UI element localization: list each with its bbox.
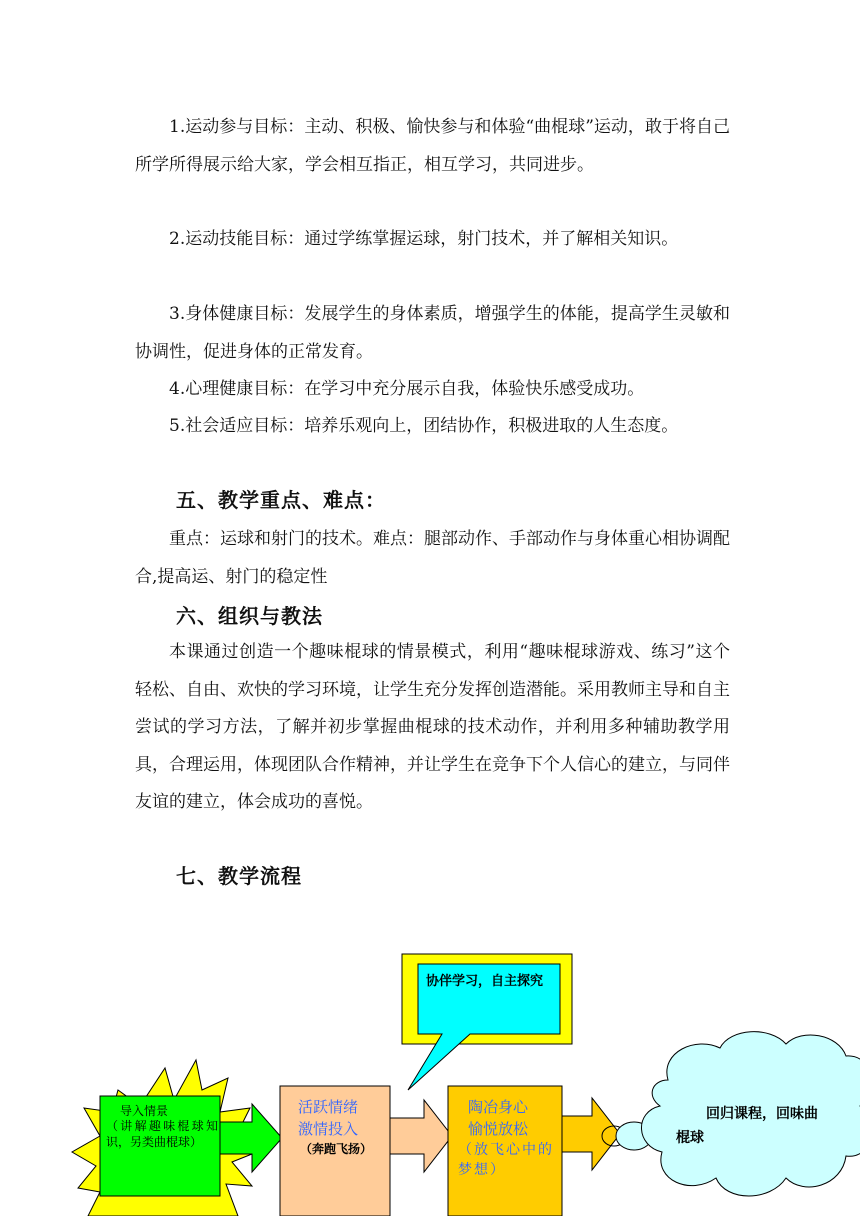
callout-text: 协伴学习，自主探究 bbox=[426, 974, 544, 989]
step3-line3: （放飞心中的梦想） bbox=[458, 1142, 554, 1178]
step3-line2: 愉悦放松 bbox=[468, 1120, 529, 1138]
arrow-3-4 bbox=[562, 1098, 620, 1170]
objective-mental: 4.心理健康目标：在学习中充分展示自我，体验快乐感受成功。 bbox=[169, 379, 645, 399]
step1-detail: （讲解趣味棍球知识，另类曲棍球） bbox=[106, 1119, 218, 1149]
teaching-flowchart bbox=[0, 940, 860, 1216]
step2-line1: 活跃情绪 bbox=[298, 1098, 359, 1116]
section-5-body: 重点：运球和射门的技术。难点：腿部动作、手部动作与身体重心相协调配合,提高运、射门的稳定性 bbox=[135, 529, 730, 587]
section-5-heading: 五、教学重点、难点： bbox=[176, 488, 386, 512]
section-6-body: 本课通过创造一个趣味棍球的情景模式，利用“趣味棍球游戏、练习”这个轻松、自由、欢快的学习环境，让学生充分发挥创造潜能。采用教师主导和自主尝试的学习方法，了解并初步掌握曲棍球的技术动作，并利用多种辅助教学用具，合理运用，体现团队合作精神，并让学生在竞争下个人信心的建立，与同伴友谊的建立，体会成功的喜悦。 bbox=[135, 642, 730, 812]
section-6-heading: 六、组织与教法 bbox=[176, 604, 323, 628]
step1-title: 导入情景 bbox=[120, 1104, 169, 1118]
objective-social: 5.社会适应目标：培养乐观向上，团结协作，积极进取的人生态度。 bbox=[169, 416, 679, 436]
objective-health: 3.身体健康目标：发展学生的身体素质，增强学生的体能，提高学生灵敏和协调性，促进身体的正常发育。 bbox=[135, 304, 730, 362]
objective-skills: 2.运动技能目标：通过学练掌握运球，射门技术，并了解相关知识。 bbox=[169, 229, 679, 249]
step2-sub: （奔跑飞扬） bbox=[300, 1142, 373, 1156]
step3-line1: 陶冶身心 bbox=[468, 1098, 529, 1116]
section-7-heading: 七、教学流程 bbox=[176, 864, 302, 888]
arrow-2-3 bbox=[390, 1100, 452, 1172]
objective-participation: 1.运动参与目标：主动、积极、愉快参与和体验“曲棍球”运动，敢于将自己所学所得展示给大家，学会相互指正，相互学习，共同进步。 bbox=[135, 117, 730, 175]
step4-text: 回归课程，回味曲棍球 bbox=[676, 1106, 818, 1146]
step2-line2: 激情投入 bbox=[298, 1120, 359, 1138]
